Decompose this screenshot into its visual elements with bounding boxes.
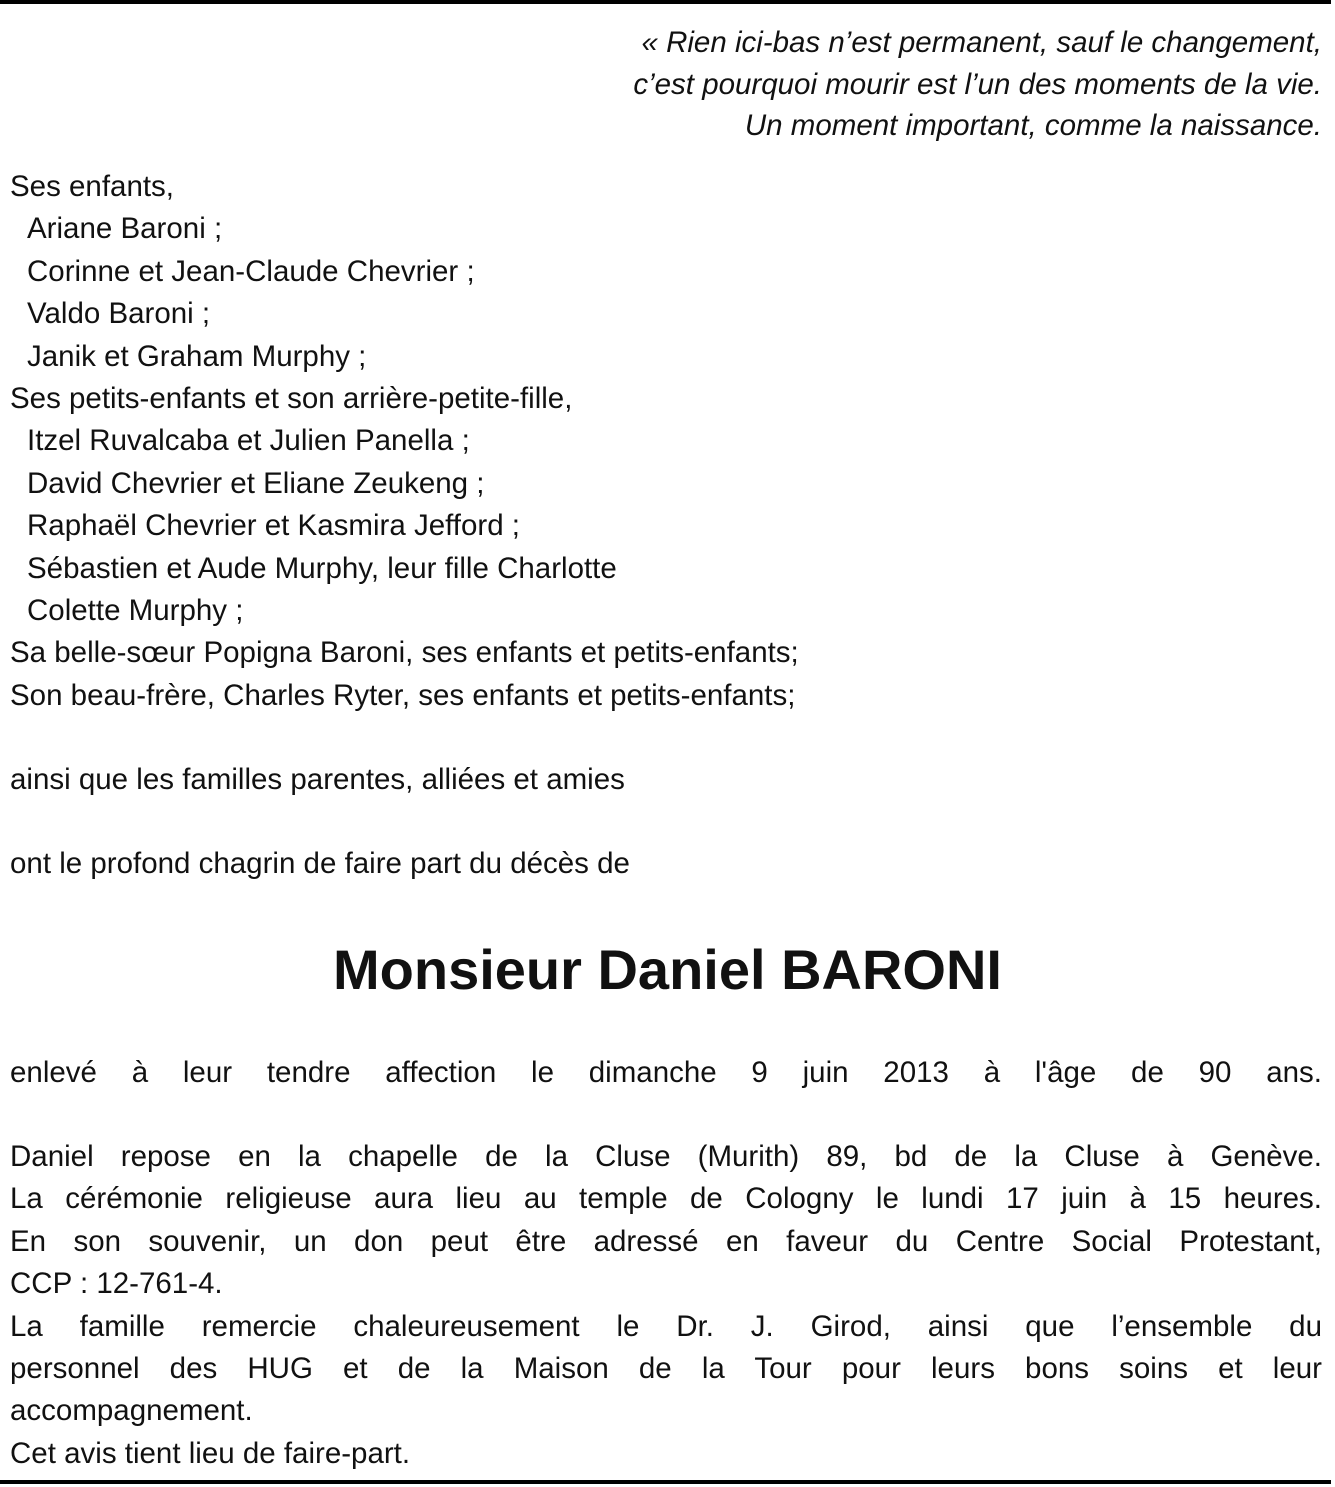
details-line: personnel des HUG et de la Maison de la Tour pour leurs bons soins et leur — [10, 1352, 1322, 1386]
quote-line: c’est pourquoi mourir est l’un des moments de la vie. — [633, 67, 1322, 101]
family-line: Valdo Baroni ; — [27, 297, 211, 331]
quote-line: Un moment important, comme la naissance. — [744, 109, 1322, 143]
family-line: Corinne et Jean-Claude Chevrier ; — [27, 254, 475, 288]
details-line: accompagnement. — [10, 1394, 253, 1428]
family-line: Sa belle-sœur Popigna Baroni, ses enfants et petits-enfants; — [10, 636, 799, 670]
bottom-border — [0, 1480, 1331, 1484]
family-line: Ses petits-enfants et son arrière-petite-fille, — [10, 382, 573, 416]
family-line: Colette Murphy ; — [27, 594, 244, 628]
families-line: ainsi que les familles parentes, alliées et amies — [10, 763, 625, 796]
family-line: Sébastien et Aude Murphy, leur fille Charlotte — [27, 551, 617, 585]
family-list — [10, 166, 1322, 717]
top-border — [0, 0, 1331, 4]
details-line: CCP : 12-761-4. — [10, 1267, 223, 1301]
family-line: Ses enfants, — [10, 170, 174, 203]
family-line: Janik et Graham Murphy ; — [27, 339, 367, 373]
family-line: Itzel Ruvalcaba et Julien Panella ; — [27, 424, 470, 458]
details-line: Cet avis tient lieu de faire-part. — [10, 1436, 411, 1470]
details-line: La cérémonie religieuse aura lieu au temple de Cologny le lundi 17 juin à 15 heures. — [10, 1182, 1322, 1216]
family-line: Son beau-frère, Charles Ryter, ses enfants et petits-enfants; — [10, 678, 796, 712]
family-line: Raphaël Chevrier et Kasmira Jefford ; — [27, 509, 520, 543]
details-line: Daniel repose en la chapelle de la Cluse (Murith) 89, bd de la Cluse à Genève. — [10, 1140, 1322, 1173]
death-line: enlevé à leur tendre affection le dimanche 9 juin 2013 à l'âge de 90 ans. — [10, 1056, 1322, 1089]
deceased-name: Monsieur Daniel BARONI — [333, 938, 1002, 1001]
details-line: La famille remercie chaleureusement le Dr. J. Girod, ainsi que l’ensemble du — [10, 1309, 1322, 1343]
epigraph-quote — [633, 22, 1322, 147]
family-line: Ariane Baroni ; — [27, 212, 223, 246]
quote-line: « Rien ici-bas n’est permanent, sauf le changement, — [641, 26, 1322, 59]
details-line: En son souvenir, un don peut être adressé en faveur du Centre Social Protestant, — [10, 1224, 1322, 1258]
announce-line: ont le profond chagrin de faire part du décès de — [10, 847, 630, 880]
family-line: David Chevrier et Eliane Zeukeng ; — [27, 466, 485, 500]
details-paragraph — [10, 1136, 1322, 1475]
